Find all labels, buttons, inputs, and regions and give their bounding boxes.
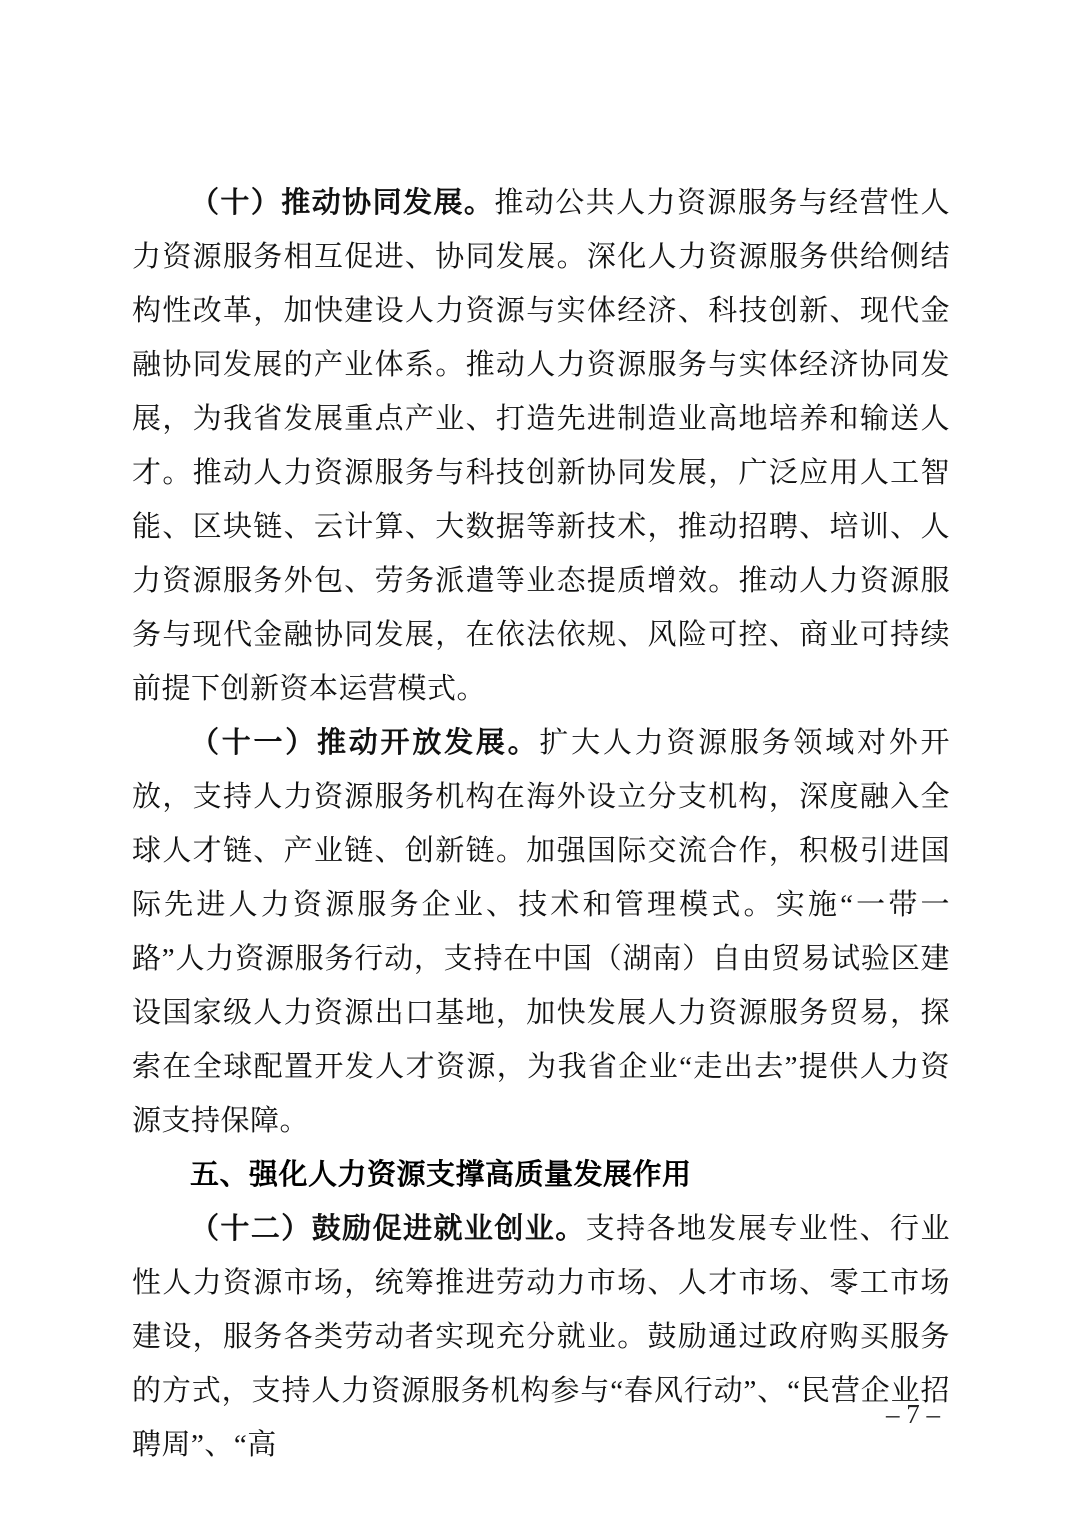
paragraph [132, 716, 950, 1148]
paragraph-text: 扩大人力资源服务领域对外开放，支持人力资源服务机构在海外设立分支机构，深度融入全球人才链、产业链、创新链。加强国际交流合作，积极引进国际先进人力资源服务企业、技术和管理模式。实施“一带一路”人力资源服务行动，支持在中国（湖南）自由贸易试验区建设国家级人力资源出口基地，加快发展人力资源服务贸易，探索在全球配置开发人才资源，为我省企业“走出去”提供人力资源支持保障。 [132, 727, 950, 1137]
paragraph [132, 1202, 950, 1472]
paragraph-text: 推动公共人力资源服务与经营性人力资源服务相互促进、协同发展。深化人力资源服务供给侧结构性改革，加快建设人力资源与实体经济、科技创新、现代金融协同发展的产业体系。推动人力资源服务与实体经济协同发展，为我省发展重点产业、打造先进制造业高地培养和输送人才。推动人力资源服务与科技创新协同发展，广泛应用人工智能、区块链、云计算、大数据等新技术，推动招聘、培训、人力资源服务外包、劳务派遣等业态提质增效。推动人力资源服务与现代金融协同发展，在依法依规、风险可控、商业可持续前提下创新资本运营模式。 [132, 187, 950, 705]
section-heading [132, 1148, 950, 1202]
section-heading-text: 五、强化人力资源支撑高质量发展作用 [190, 1159, 692, 1191]
paragraph [132, 176, 950, 716]
page-number: – 7 – [886, 1399, 940, 1429]
paragraph-lead: （十二）鼓励促进就业创业。 [190, 1213, 586, 1245]
page-footer [886, 1398, 940, 1430]
paragraph-lead: （十）推动协同发展。 [190, 187, 495, 219]
paragraph-text: 支持各地发展专业性、行业性人力资源市场，统筹推进劳动力市场、人才市场、零工市场建设，服务各类劳动者实现充分就业。鼓励通过政府购买服务的方式，支持人力资源服务机构参与“春风行动”、“民营企业招聘周”、“高 [132, 1213, 950, 1461]
paragraph-lead: （十一）推动开放发展。 [190, 727, 540, 759]
document-body [132, 176, 950, 1472]
